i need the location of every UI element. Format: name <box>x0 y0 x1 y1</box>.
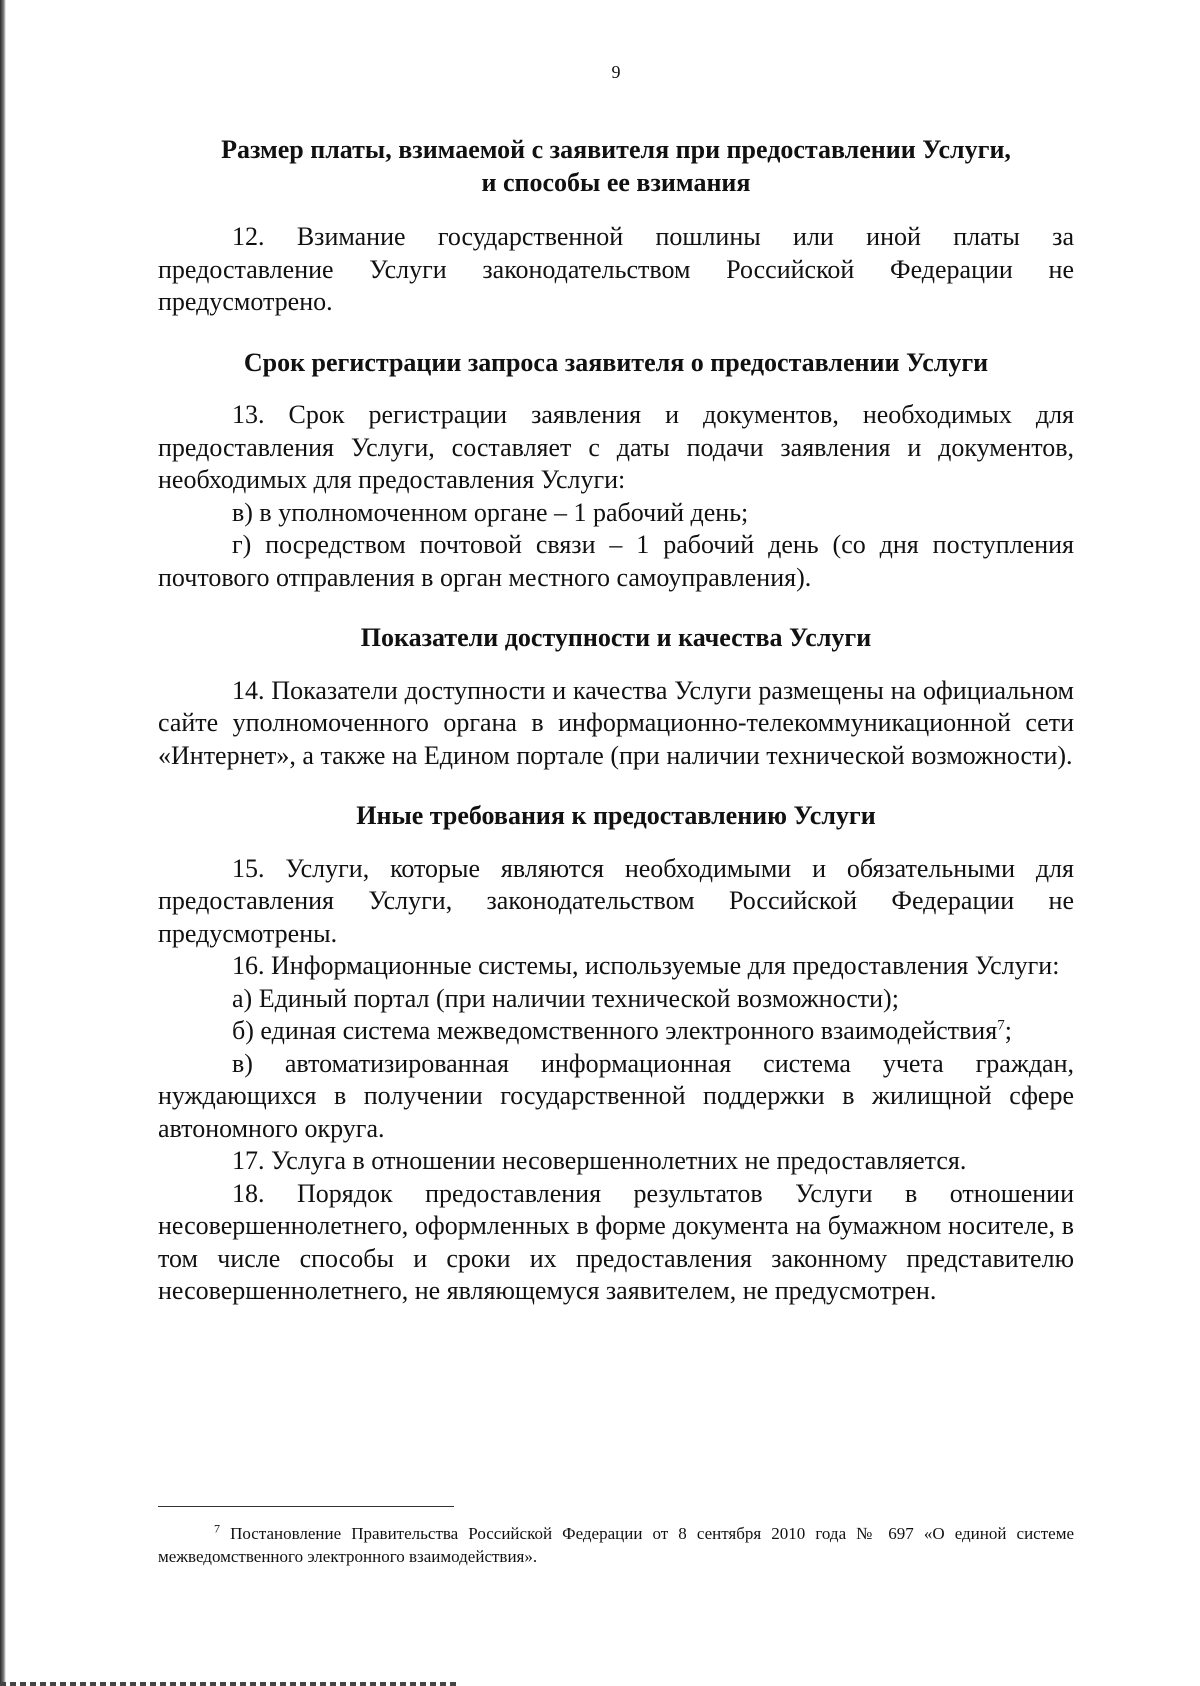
footnote-text: Постановление Правительства Российской Федерации от 8 сентября 2010 года № 697 «О единой системе межведомственного электронного взаимодействия». <box>158 1524 1074 1566</box>
footnote-ref[interactable]: 7 <box>997 1017 1005 1034</box>
section-other-requirements <box>158 800 1074 1308</box>
paragraph-13-v: в) в уполномоченном органе – 1 рабочий день; <box>232 497 749 527</box>
scan-edge-bottom <box>0 1682 460 1686</box>
page-number: 9 <box>611 62 621 82</box>
scan-edge-left <box>0 0 6 1686</box>
footnote-divider <box>158 1506 454 1507</box>
paragraph-16-b-tail: ; <box>1004 1016 1012 1045</box>
document-body <box>158 134 1074 1308</box>
section-heading <box>158 347 1074 380</box>
paragraph-16: 16. Информационные системы, используемые для предоставления Услуги: <box>232 951 1060 980</box>
footnote-mark: 7 <box>214 1521 220 1536</box>
paragraph-13-g: г) посредством почтовой связи – 1 рабочий день (со дня поступления почтового отправления в орган местного самоуправления). <box>158 530 1074 592</box>
section-fee <box>158 134 1074 319</box>
section-registration-term <box>158 347 1074 595</box>
paragraph-12: 12. Взимание государственной пошлины или иной платы за предоставление Услуги законодательством Российской Федерации не предусмотрено. <box>158 222 1074 316</box>
heading-line: Размер платы, взимаемой с заявителя при предоставлении Услуги, <box>221 135 1011 164</box>
paragraph-16-a: а) Единый портал (при наличии технической возможности); <box>232 983 899 1013</box>
paragraph-16-v: в) автоматизированная информационная система учета граждан, нуждающихся в получении государственной поддержки в жилищной сфере автономного округа. <box>158 1048 1074 1143</box>
paragraph-17: 17. Услуга в отношении несовершеннолетних не предоставляется. <box>232 1146 967 1175</box>
heading-line: Показатели доступности и качества Услуги <box>360 623 872 652</box>
paragraph-15: 15. Услуги, которые являются необходимыми и обязательными для предоставления Услуги, законодательством Российской Федерации не предусмотрены. <box>158 853 1074 948</box>
heading-line: и способы ее взимания <box>481 167 751 197</box>
heading-line: Срок регистрации запроса заявителя о предоставлении Услуги <box>243 347 989 377</box>
paragraph-16-b-text: б) единая система межведомственного электронного взаимодействия <box>232 1016 998 1045</box>
paragraph-18: 18. Порядок предоставления результатов Услуги в отношении несовершеннолетнего, оформленных в форме документа на бумажном носителе, в том числе способы и сроки их предоставления законному представителю несовершеннолетнего, не являющемуся заявителем, не предусмотрен. <box>158 1178 1074 1305</box>
heading-line: Иные требования к предоставлению Услуги <box>356 801 876 830</box>
section-heading <box>158 622 1074 655</box>
section-quality-indicators <box>158 622 1074 772</box>
paragraph-16-b <box>158 1015 1074 1048</box>
paragraph-14: 14. Показатели доступности и качества Услуги размещены на официальном сайте уполномоченного органа в информационно-телекоммуникационной сети «Интернет», а также на Едином портале (при наличии технической возможности). <box>158 675 1074 770</box>
footnote <box>158 1522 1074 1568</box>
paragraph-13: 13. Срок регистрации заявления и документов, необходимых для предоставления Услуги, составляет с даты подачи заявления и документов, необходимых для предоставления Услуги: <box>158 400 1074 494</box>
section-heading <box>158 800 1074 833</box>
section-heading <box>158 134 1074 199</box>
